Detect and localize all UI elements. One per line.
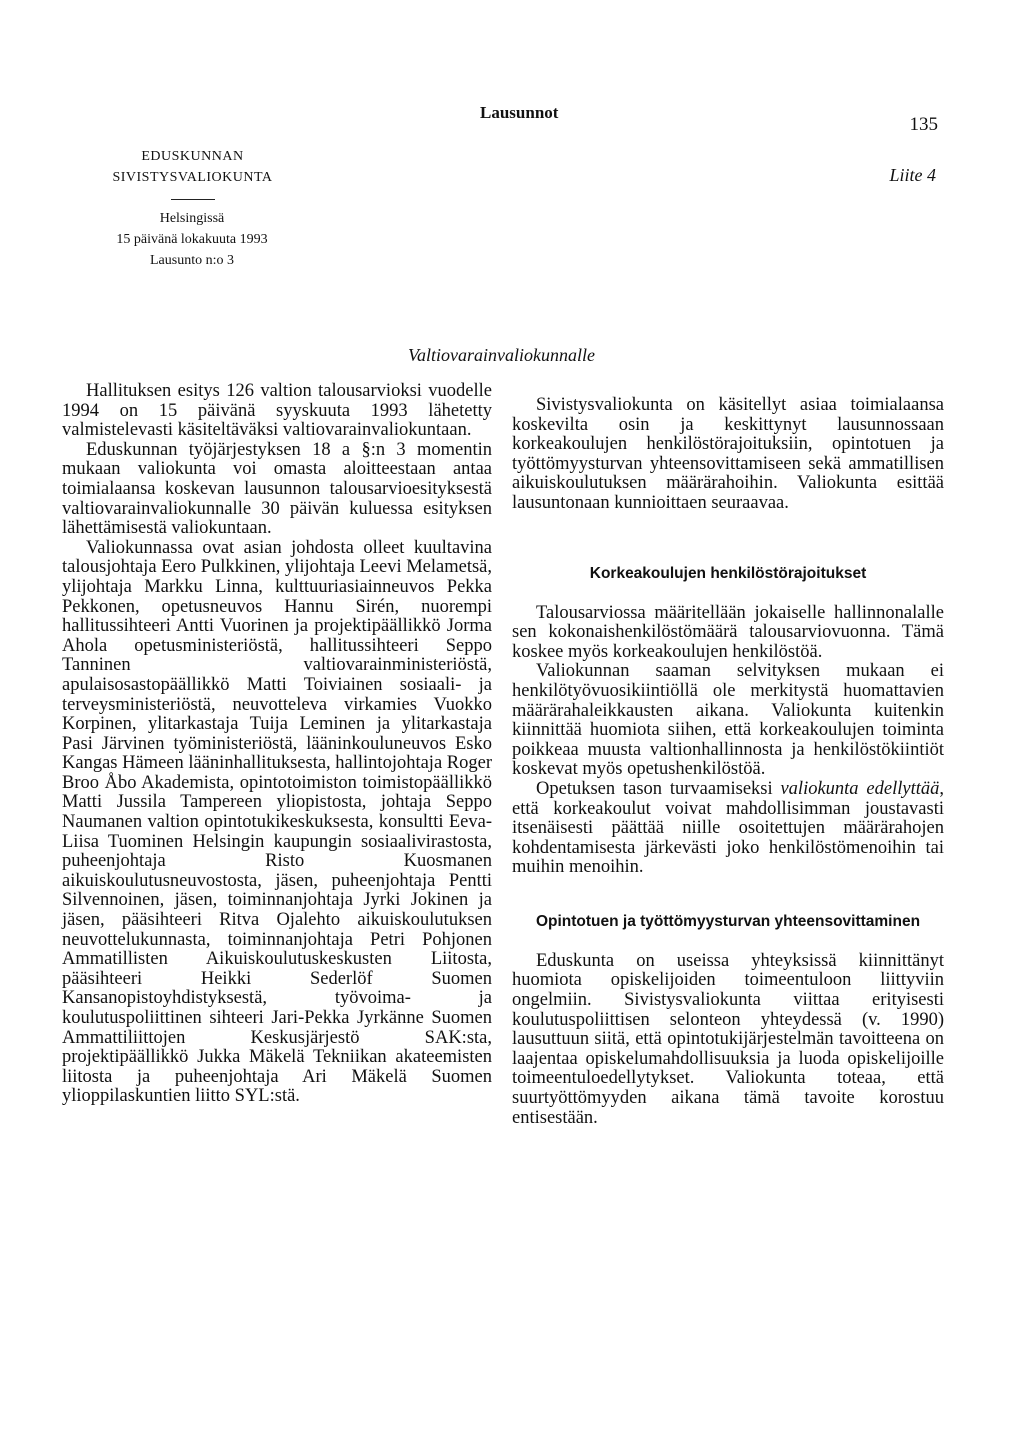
meta-date: 15 päivänä lokakuuta 1993 [116,232,268,247]
left-paragraph-2: Eduskunnan työjärjestyksen 18 a §:n 3 momentin mukaan valiokunta voi omasta aloitteestaan antaa toimialaansa koskevan lausunnon talousarvioesityksestä valtiovarainvaliokunnalle 30 päivän kuluessa esityksen lähettämisestä valiokuntaan. [62,439,492,539]
section-2-paragraph-1: Eduskunta on useissa yhteyksissä kiinnittänyt huomiota opiskelijoiden toimeentuloon liittyviin ongelmiin. Sivistysvaliokunta viittaa erityisesti koulutuspoliittisen selonteon yhteydessä (v. 1990) lausuttuun siitä, että opintotukijärjestelmän tavoitteena on laajentaa opiskelumahdollisuuksia ja luoda opiskelijoille toimeentuloedellytykset. Valiokunta toteaa, että suurtyöttömyyden aikana tämä tavoite korostuu entisestään. [512,950,944,1128]
page-number: 135 [909,114,938,135]
meta-statement-number: Lausunto n:o 3 [150,253,234,268]
sender-line-1: EDUSKUNNAN [141,149,244,164]
section-1-paragraph-2: Valiokunnan saaman selvityksen mukaan ei henkilötyövuosikiintiöllä ole merkitystä huomattavien määrärahaleikkausten aikana. Valiokunta kuitenkin kiinnittää huomiota siihen, että korkeakoulujen toiminta poikkeaa muusta valtionhallinnosta ja henkilöstökiintiöt koskevat myös opetushenkilöstöä. [512,661,944,780]
left-column [62,382,492,1107]
section-1-paragraph-3 [512,780,944,878]
recipient: Valtiovarainvaliokunnalle [408,345,595,365]
right-column [512,396,944,1128]
section-1-paragraph-3-italic: valiokunta edellyttää [780,778,940,799]
section-heading-2: Opintotuen ja työttömyysturvan yhteensovittaminen [535,912,921,930]
sender-line-2: SIVISTYSVALIOKUNTA [112,170,273,185]
left-paragraph-3: Valiokunnassa ovat asian johdosta olleet kuultavina talousjohtaja Eero Pulkkinen, ylijohtaja Leevi Melametsä, ylijohtaja Markku Linna, kulttuuriasiainneuvos Pekka Pekkonen, opetusneuvos Hannu Sirén, nuorempi hallitussihteeri Antti Vuorinen ja projektipäällikkö Jorma Ahola opetusministeriöstä, hallitussihteeri Seppo Tanninen valtiovarainministeriöstä, apulaisosastopäällikkö Matti Toiviainen sosiaali- ja terveysministeriöstä, neuvotteleva virkamies Vuokko Korpinen, ylitarkastaja Tuija Leminen ja ylitarkastaja Pasi Järvinen työministeriöstä, lääninkouluneuvos Esko Kangas Hämeen lääninhallituksesta, hallintojohtaja Roger Broo Åbo Akademista, opintotoimiston toimistopäällikkö Matti Jussila Tampereen yliopistosta, johtaja Seppo Naumanen valtion opintotukikeskuksesta, konsultti Eeva-Liisa Tuominen Helsingin kaupungin sosiaalivirastosta, puheenjohtaja Risto Kuosmanen aikuiskoulutusneuvostosta, jäsen, puheenjohtaja Pentti Silvennoinen, jäsen, toiminnanjohtaja Jyrki Jokinen ja jäsen, pääsihteeri Ritva Ojalehto aikuiskoulutuksen neuvottelukunnasta, toiminnanjohtaja Petri Pohjonen Ammatillisten Aikuiskoulutuskeskusten Liitosta, pääsihteeri Heikki Sederlöf Suomen Kansanopistoyhdistyksestä, työvoima- ja koulutuspoliittinen sihteeri Jari-Pekka Jyrkänne Suomen Ammattiliittojen Keskusjärjestö SAK:sta, projektipäällikkö Jukka Mäkelä Tekniikan akateemisten liitosta ja puheenjohtaja Ari Mäkelä Suomen ylioppilaskuntien liitto SYL:stä. [62,537,493,1107]
meta-block [82,208,302,271]
section-1-paragraph-3-start: Opetuksen tason turvaamiseksi [536,778,781,799]
section-heading-1: Korkeakoulujen henkilöstörajoitukset [589,564,867,582]
meta-place: Helsingissä [159,211,225,226]
section-1-paragraph-3-end: , että korkeakoulut voivat mahdollisimman joustavasti itsenäisesti päättää niille osoitettujen määrärahojen kohdentamisesta järkevästi joko henkilöstömenoihin tai muihin menoihin. [512,778,944,878]
appendix-label: Liite 4 [889,165,936,185]
running-header: Lausunnot [480,103,559,122]
sender-block [110,146,275,210]
sender-divider [171,199,215,200]
right-intro-paragraph: Sivistysvaliokunta on käsitellyt asiaa toimialaansa koskevilta osin ja keskittynyt lausunnossaan korkeakoulujen henkilöstörajoituksiin, opintotuen ja työttömyysturvan yhteensovittamiseen sekä ammatillisen aikuiskoulutuksen määrärahoihin. Valiokunta esittää lausuntonaan kunnioittaen seuraavaa. [512,395,944,513]
left-paragraph-1: Hallituksen esitys 126 valtion talousarvioksi vuodelle 1994 on 15 päivänä syyskuuta 1993 lähetetty valmistelevasti käsiteltäväksi valtiovarainvaliokuntaan. [62,381,492,441]
section-1-paragraph-1: Talousarviossa määritellään jokaiselle hallinnonalalle sen kokonaishenkilöstömäärä talousarviovuonna. Tämä koskee myös korkeakoulujen henkilöstöä. [512,602,944,662]
